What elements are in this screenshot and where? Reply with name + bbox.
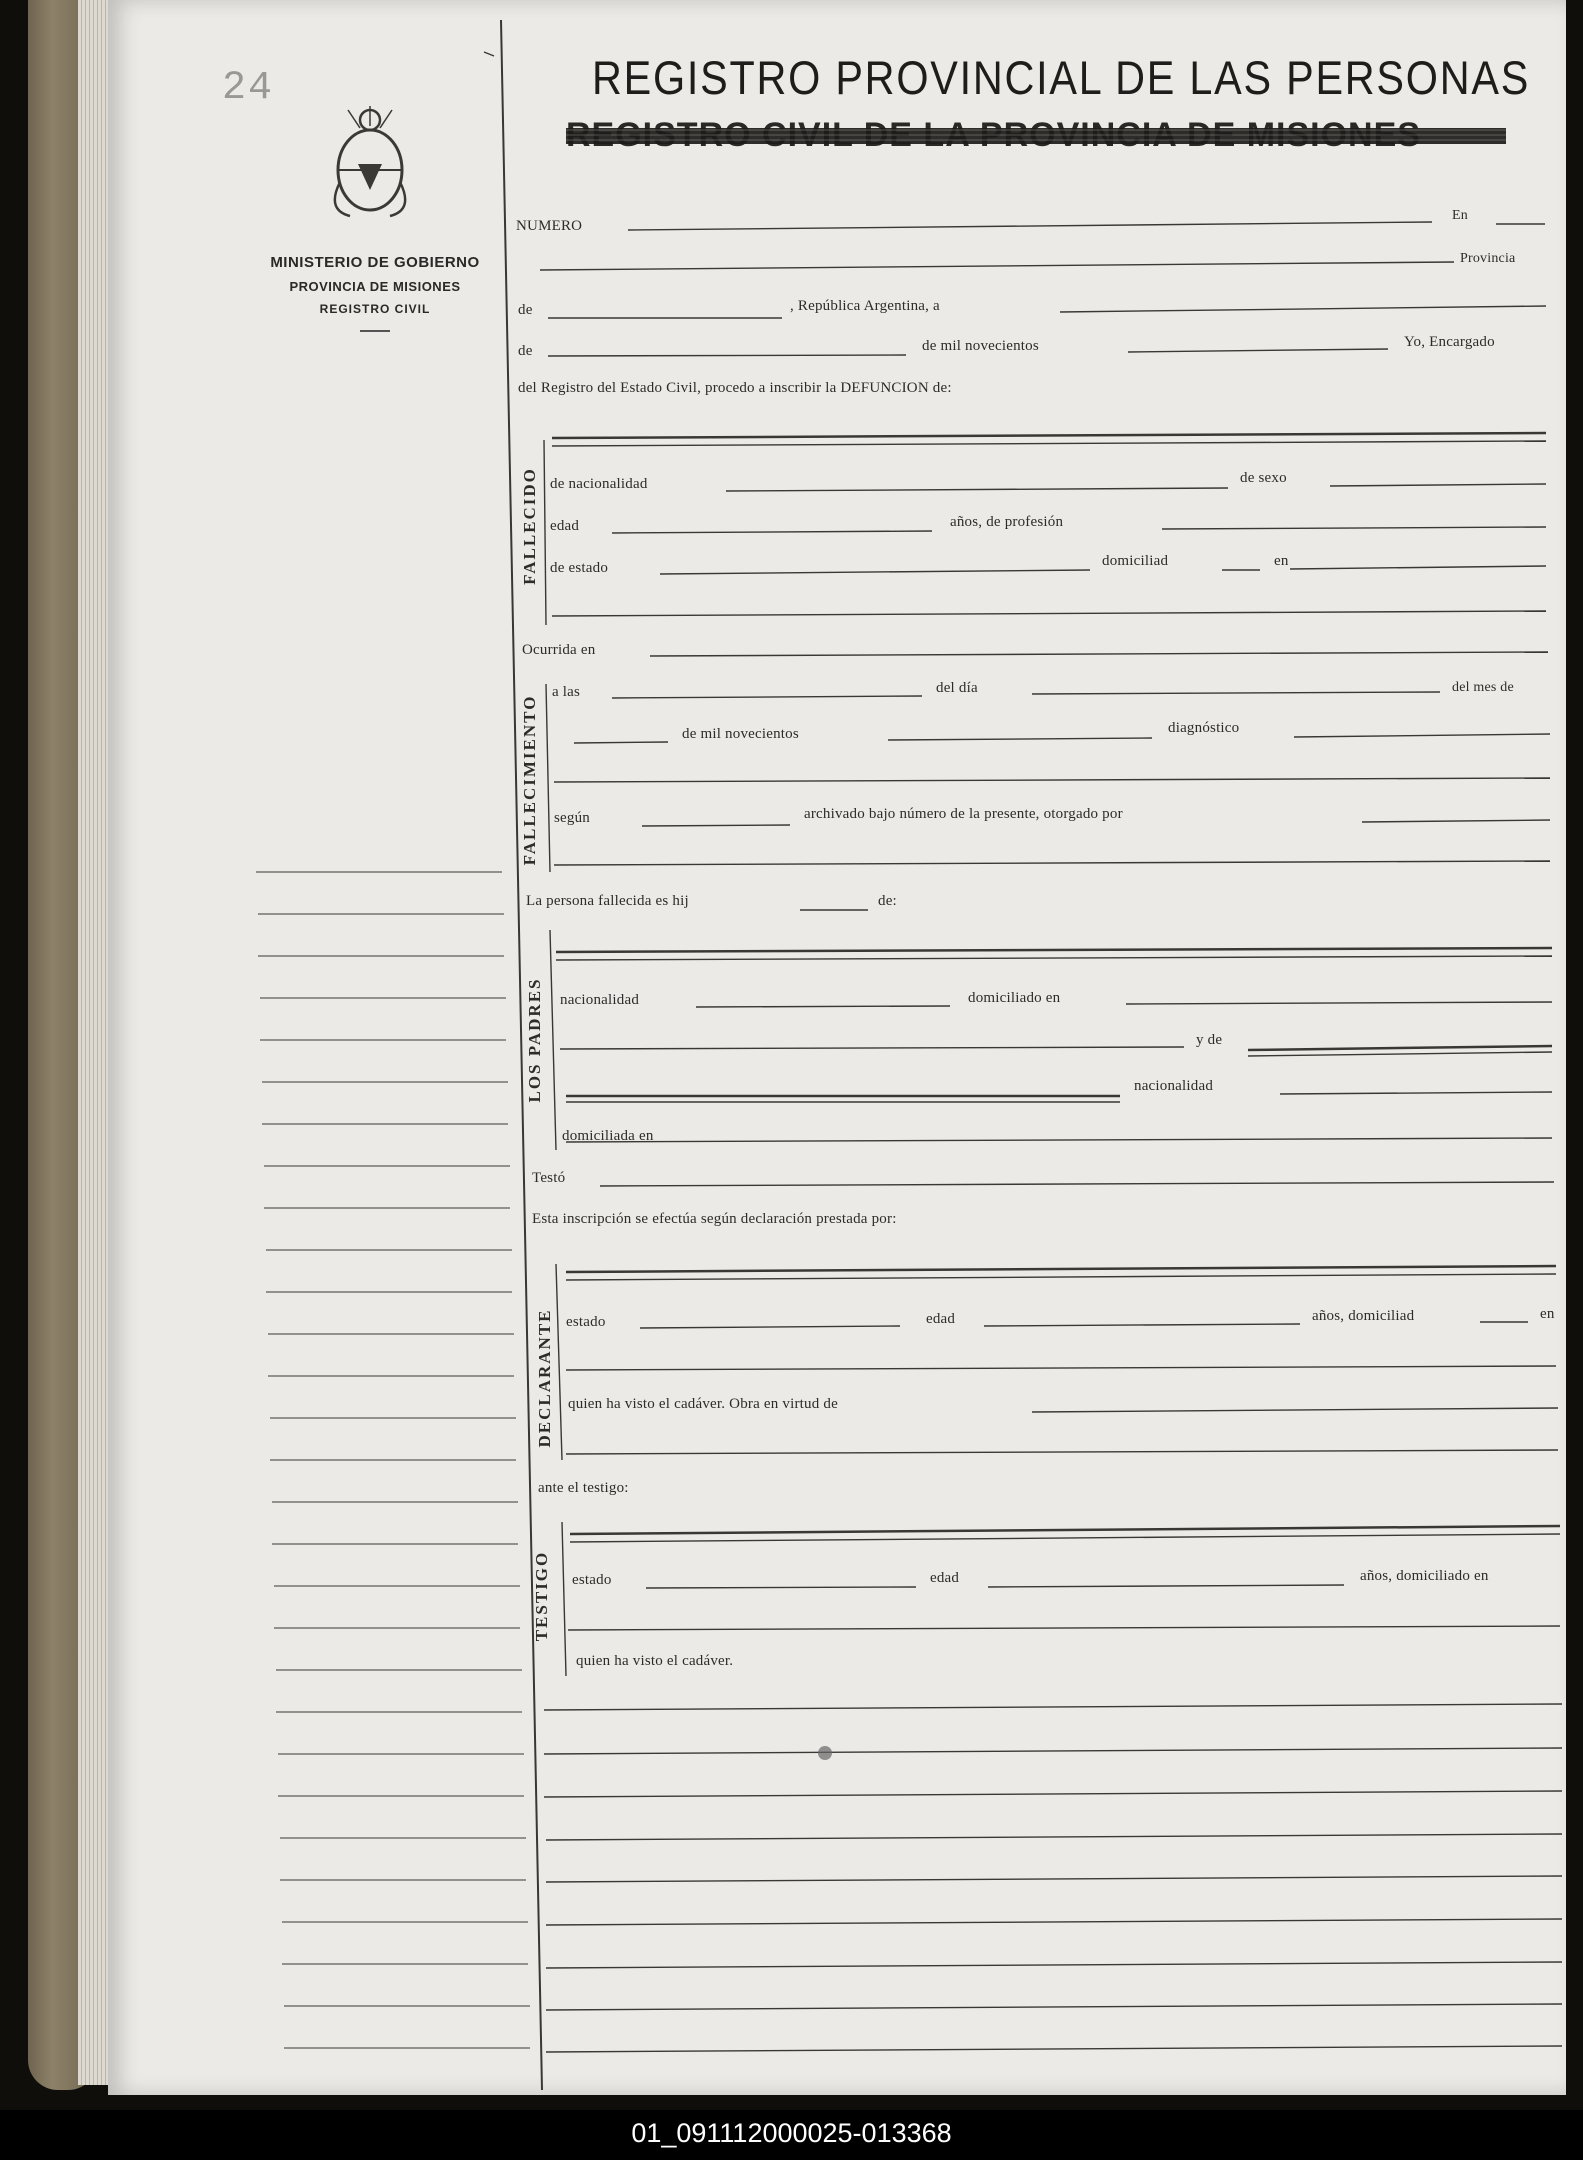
ministry-name: MINISTERIO DE GOBIERNO [270,254,480,271]
label-provincia: Provincia [1460,251,1516,266]
label-nacionalidad-padre: nacionalidad [560,992,640,1008]
label-domiciliada-en: domiciliada en [562,1128,654,1144]
label-yo-encargado: Yo, Encargado [1404,334,1495,350]
ministry-province: PROVINCIA DE MISIONES [289,279,461,294]
label-ocurrida-en: Ocurrida en [522,642,596,658]
label-del-dia: del día [936,680,978,696]
label-de-estado: de estado [550,560,609,576]
label-archivado: archivado bajo número de la presente, otorgado por [804,806,1123,822]
ministry-block [240,254,510,332]
label-domiciliad: domiciliad [1102,553,1169,569]
label-anos-domiciliado-testigo: años, domiciliado en [1360,1568,1489,1584]
label-de-sexo: de sexo [1240,470,1287,486]
ministry-registry: REGISTRO CIVIL [319,302,431,316]
image-id-footer: 01_091112000025-013368 [0,2110,1583,2160]
label-edad-testigo: edad [930,1570,960,1586]
label-segun: según [554,810,590,826]
section-label-testigo: TESTIGO [532,1550,551,1642]
label-estado-testigo: estado [572,1572,612,1588]
label-de-nacionalidad: de nacionalidad [550,476,648,492]
ministry-divider [360,330,390,332]
label-de-mil: de mil novecientos [922,338,1039,354]
label-hijo-suffix: de: [878,893,897,909]
label-declaracion-intro: Esta inscripción se efectúa según declaración prestada por: [532,1211,897,1227]
label-domiciliado-en: domiciliado en [968,990,1061,1006]
strikethrough-bar [566,128,1506,144]
label-numero: NUMERO [516,218,583,234]
label-en: En [1452,208,1468,223]
label-del-mes-de: del mes de [1452,680,1514,695]
label-edad: edad [550,518,580,534]
coat-of-arms-emblem [335,106,405,216]
label-y-de: y de [1196,1032,1223,1048]
label-testo: Testó [532,1170,566,1186]
label-quien-obra: quien ha visto el cadáver. Obra en virtud de [568,1396,838,1412]
page-title: REGISTRO PROVINCIAL DE LAS PERSONAS [592,51,1531,104]
ink-speck [818,1746,832,1760]
section-label-fallecimiento: FALLECIMIENTO [520,694,539,866]
label-de-mil-fallecimiento: de mil novecientos [682,726,799,742]
label-de-1: de [518,302,533,318]
label-en-declarante: en [1540,1306,1555,1322]
label-anos-profesion: años, de profesión [950,514,1064,530]
label-a-las: a las [552,684,581,700]
section-label-padres: LOS PADRES [525,977,544,1103]
section-label-fallecido: FALLECIDO [520,467,539,585]
page-number: 24 [222,66,275,111]
label-quien-testigo: quien ha visto el cadáver. [576,1653,734,1669]
label-del-registro: del Registro del Estado Civil, procedo a inscribir la DEFUNCION de: [518,380,952,396]
section-label-declarante: DECLARANTE [535,1308,554,1448]
label-republica: , República Argentina, a [790,298,940,314]
label-de-2: de [518,343,533,359]
label-diagnostico: diagnóstico [1168,720,1240,736]
label-nacionalidad-madre: nacionalidad [1134,1078,1214,1094]
label-hijo-prefix: La persona fallecida es hij [526,893,689,909]
label-edad-declarante: edad [926,1311,956,1327]
label-anos-domiciliad: años, domiciliad [1312,1308,1415,1324]
label-estado-declarante: estado [566,1314,606,1330]
label-ante-testigo: ante el testigo: [538,1480,629,1496]
label-en-fallecido: en [1274,553,1289,569]
